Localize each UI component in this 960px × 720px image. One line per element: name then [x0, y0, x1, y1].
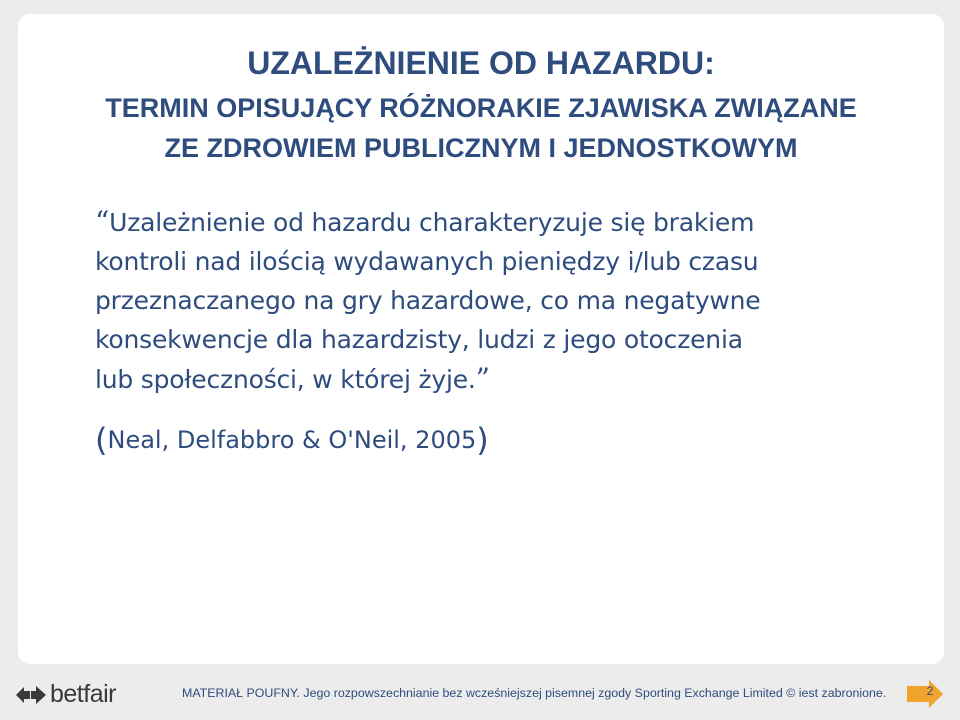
subtitle-line: ZE ZDROWIEM PUBLICZNYM I JEDNOSTKOWYM: [164, 133, 798, 163]
close-quote-mark: ”: [475, 362, 490, 395]
definition-quote: [95, 202, 895, 399]
page-number: 2: [926, 684, 934, 698]
quote-line: kontroli nad ilością wydawanych pieniędzy i/lub czasu: [95, 247, 759, 276]
betfair-arrows-icon: [16, 684, 46, 706]
quote-line: konsekwencje dla hazardzisty, ludzi z jego otoczenia: [95, 325, 743, 354]
slide-title: UZALEŻNIENIE OD HAZARDU:: [247, 45, 715, 81]
logo-text: betfair: [50, 680, 116, 708]
quote-text: lub społeczności, w której żyje.: [95, 365, 476, 394]
slide-subtitle: [18, 88, 944, 168]
footer: [0, 670, 960, 720]
citation-text: Neal, Delfabbro & O'Neil, 2005: [107, 426, 477, 454]
citation-open-paren: (: [95, 421, 108, 459]
confidentiality-notice: MATERIAŁ POUFNY. Jego rozpowszechnianie bez wcześniejszej pisemnej zgody Sporting Exchange Limited © iest zabronione.: [182, 686, 887, 700]
citation: [95, 420, 489, 460]
citation-close-paren: ): [476, 421, 489, 459]
subtitle-line: TERMIN OPISUJĄCY RÓŻNORAKIE ZJAWISKA ZWIĄZANE: [105, 93, 857, 123]
quote-line: przeznaczanego na gry hazardowe, co ma negatywne: [95, 286, 761, 315]
betfair-logo: [16, 680, 116, 709]
quote-line: [95, 202, 895, 242]
open-quote-mark: “: [95, 205, 110, 238]
quote-text: Uzależnienie od hazardu charakteryzuje się brakiem: [109, 208, 755, 237]
quote-line: [95, 359, 895, 399]
